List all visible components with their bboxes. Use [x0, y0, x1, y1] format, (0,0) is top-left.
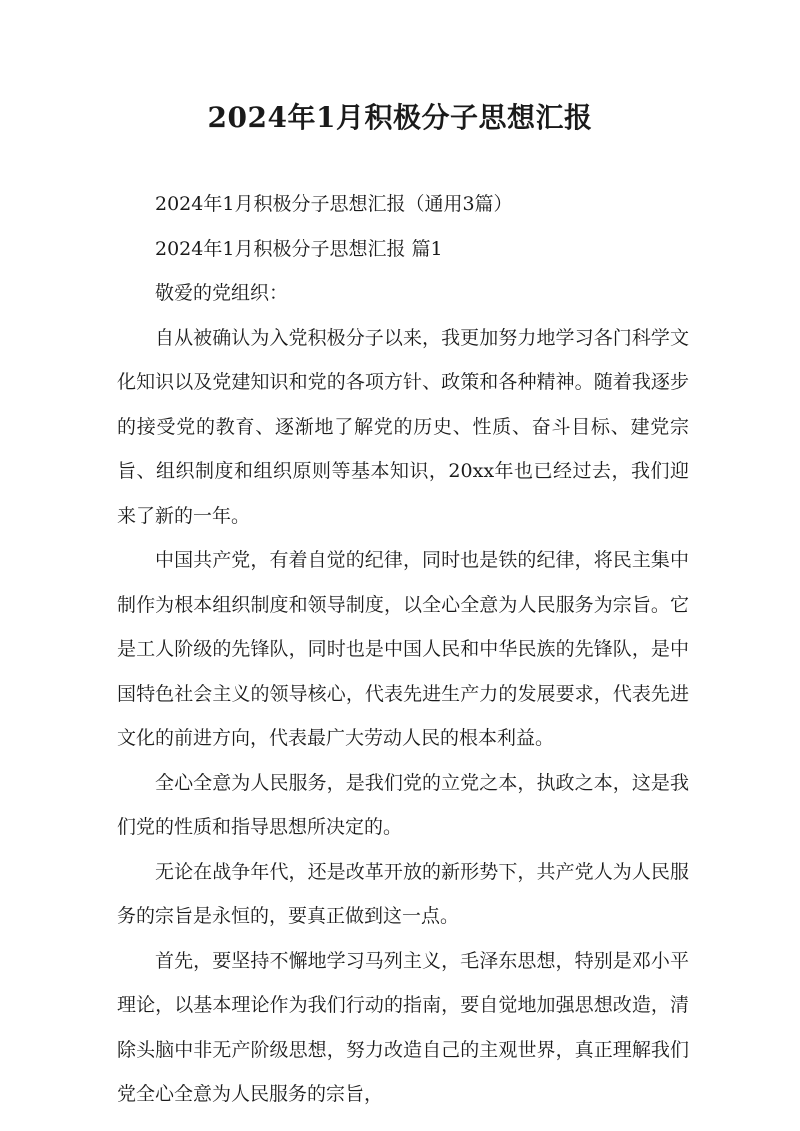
paragraph-article-heading: 2024年1月积极分子思想汇报 篇1 [155, 237, 443, 260]
paragraph-body: 全心全意为人民服务，是我们党的立党之本，执政之本，这是我们党的性质和指导思想所决定的。 [117, 771, 689, 838]
paragraph-body: 中国共产党，有着自觉的纪律，同时也是铁的纪律，将民主集中制作为根本组织制度和领导制度，以全心全意为人民服务为宗旨。它是工人阶级的先锋队，同时也是中国人民和中华民族的先锋队，是中国特色社会主义的领导核心，代表先进生产力的发展要求，代表先进文化的前进方向，代表最广大劳动人民的根本利益。 [117, 549, 689, 749]
document-title: 2024年1月积极分子思想汇报 [207, 101, 593, 134]
paragraph-body: 无论在战争年代，还是改革开放的新形势下，共产党人为人民服务的宗旨是永恒的，要真正做到这一点。 [117, 860, 689, 927]
paragraph-collection-heading: 2024年1月积极分子思想汇报（通用3篇） [155, 193, 513, 215]
paragraph-body: 自从被确认为入党积极分子以来，我更加努力地学习各门科学文化知识以及党建知识和党的各项方针、政策和各种精神。随着我逐步的接受党的教育、逐渐地了解党的历史、性质、奋斗目标、建党宗旨、组织制度和组织原则等基本知识，20xx年也已经过去，我们迎来了新的一年。 [117, 326, 689, 527]
paragraph-body: 首先，要坚持不懈地学习马列主义，毛泽东思想，特别是邓小平理论，以基本理论作为我们行动的指南，要自觉地加强思想改造，清除头脑中非无产阶级思想，努力改造自己的主观世界，真正理解我们党全心全意为人民服务的宗旨， [117, 949, 689, 1105]
document-body [117, 182, 689, 1117]
paragraph-salutation: 敬爱的党组织： [155, 282, 289, 304]
